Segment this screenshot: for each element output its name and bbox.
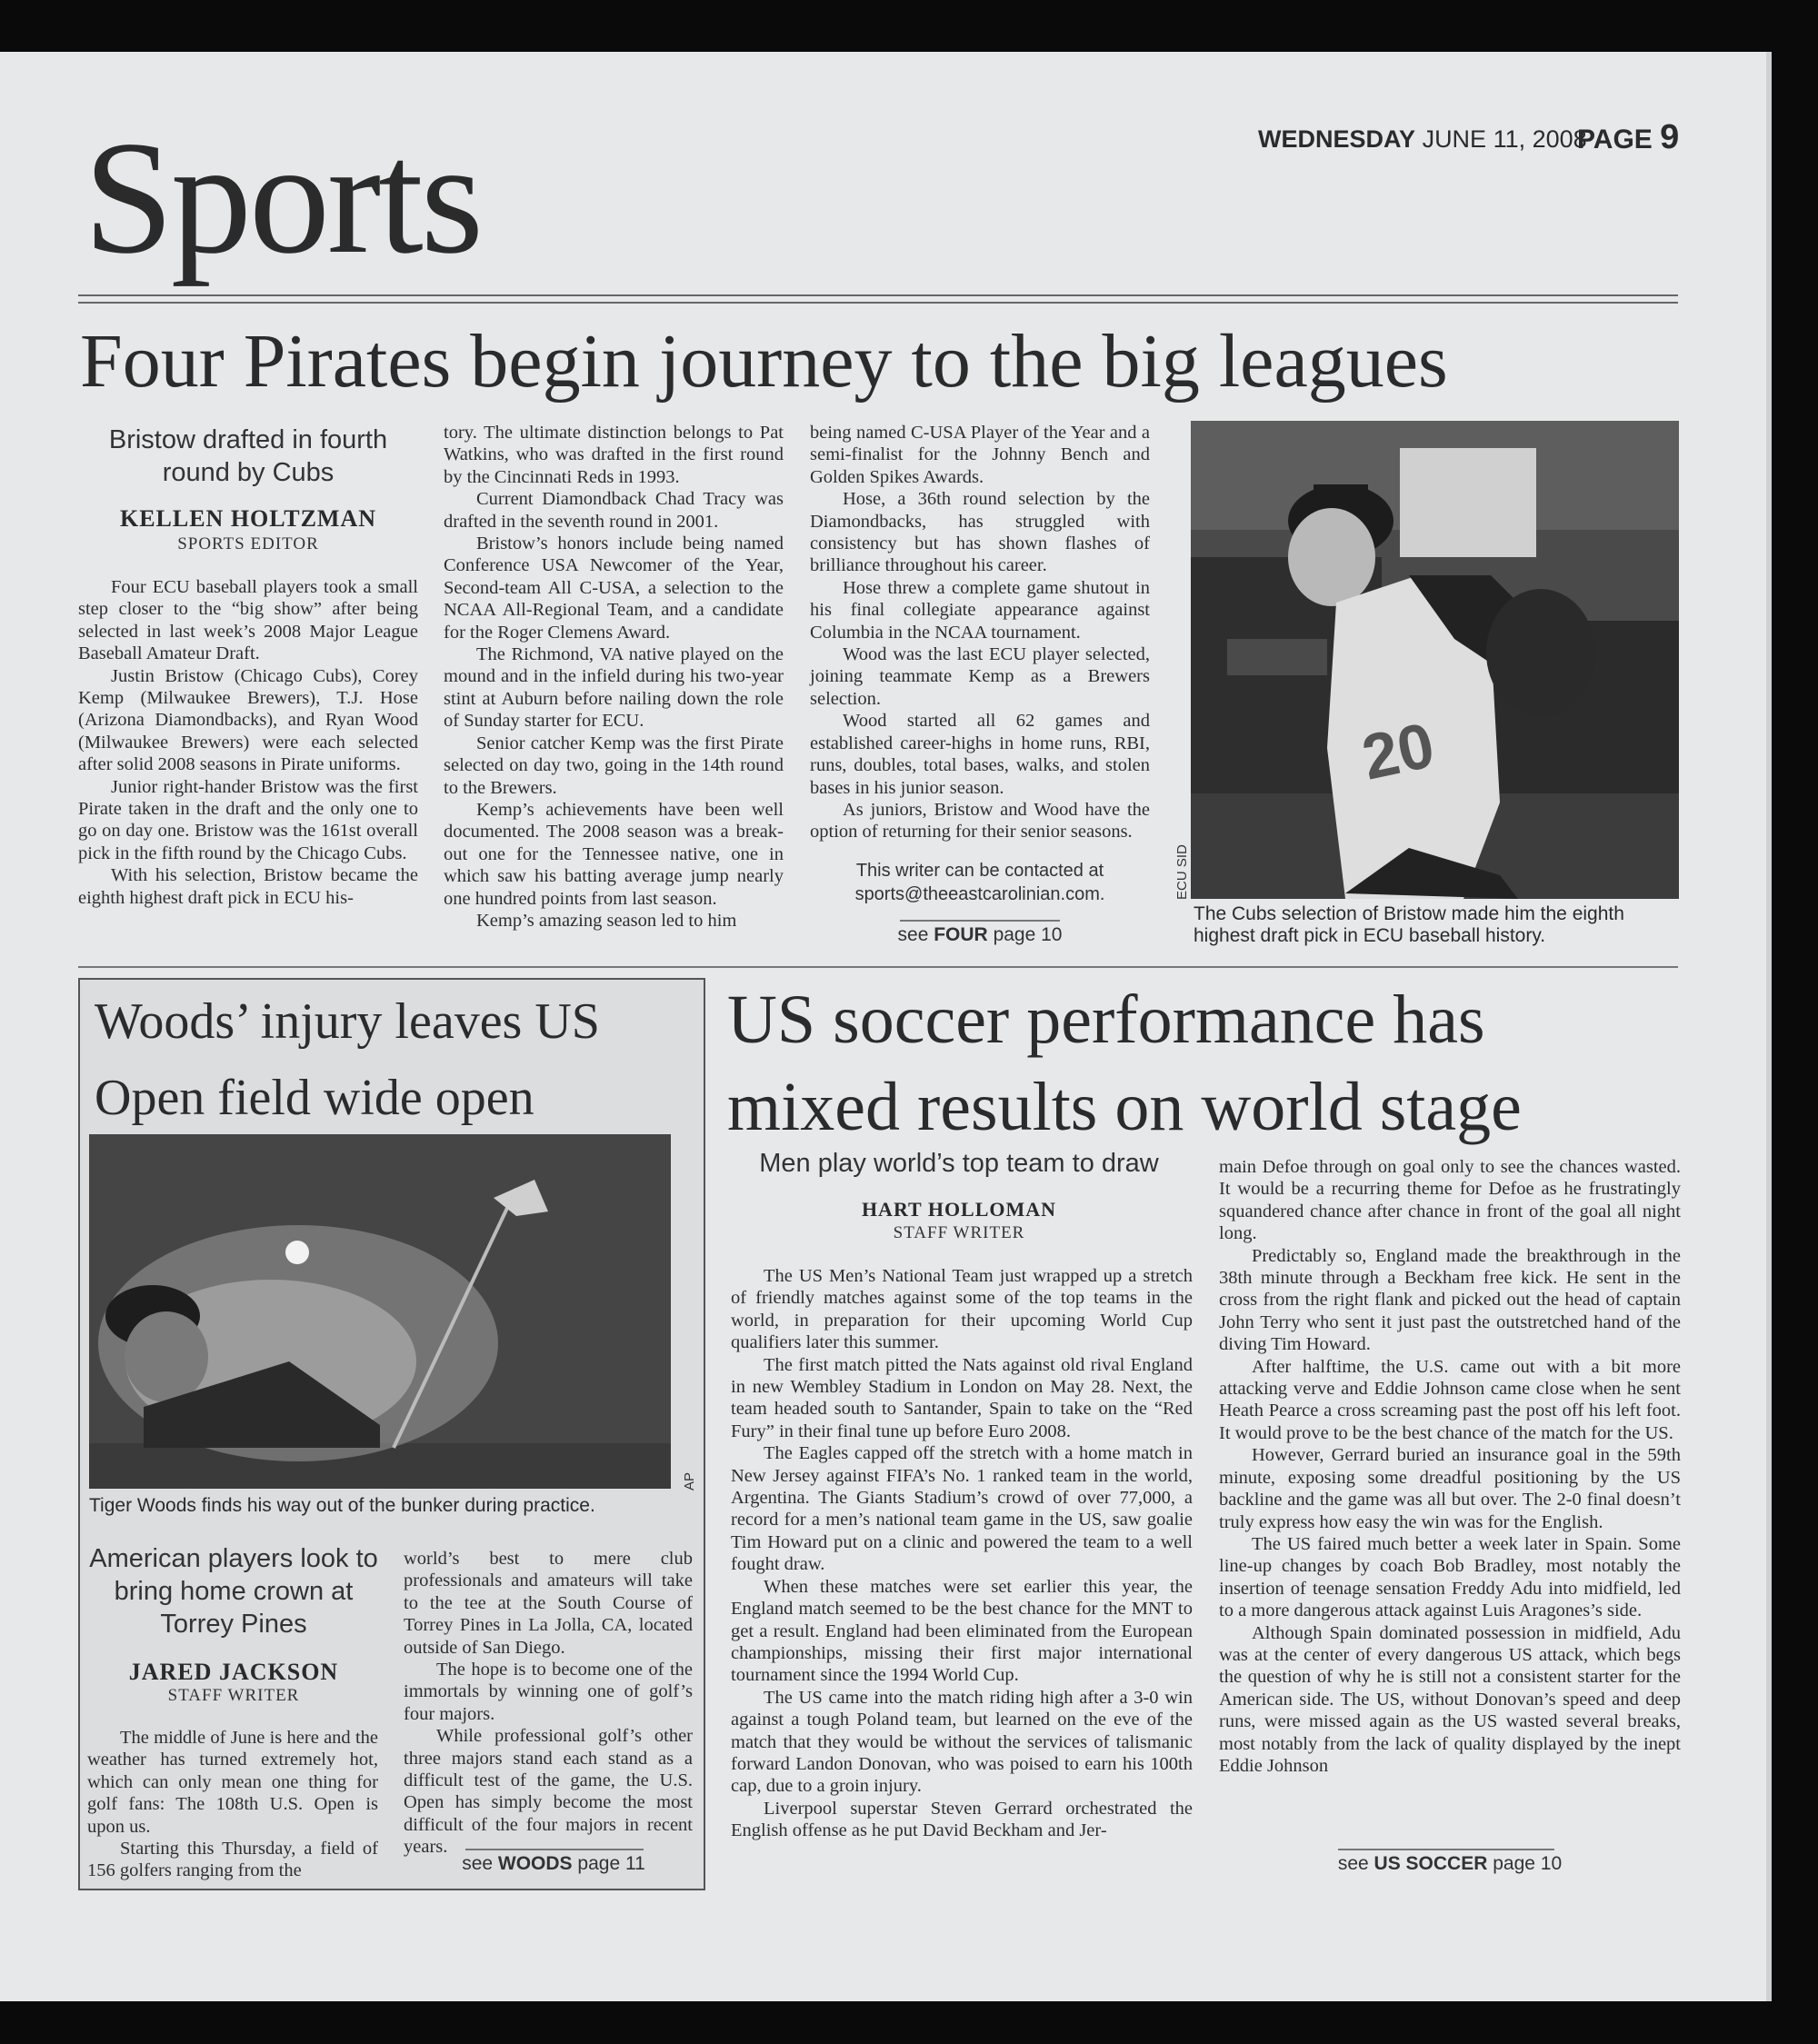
story1-byline: KELLEN HOLTZMAN <box>119 505 377 532</box>
paragraph: Bristow’s honors include being named Conference USA Newcomer of the Year, Second-team All C-USA, a selection to the NCAA All-Regional Team, and a candidate for the Roger Clemens Award. <box>444 533 784 643</box>
story3-byline: HART HOLLOMAN <box>861 1198 1057 1221</box>
story3-column-1 <box>731 1265 1193 1842</box>
paragraph: The hope is to become one of the immortals by winning one of golf’s four majors. <box>404 1660 693 1724</box>
paragraph: Hose, a 36th round selection by the Diamondbacks, has struggled with consistency but has shown flashes of brilliance throughout his career. <box>810 489 1150 576</box>
story1-contact <box>810 859 1150 906</box>
paragraph: Liverpool superstar Steven Gerrard orchestrated the English offense as he put David Beckham and Jer- <box>731 1798 1193 1841</box>
photo-caption: Tiger Woods finds his way out of the bunker during practice. <box>89 1495 595 1516</box>
paragraph: When these matches were set earlier this year, the England match seemed to be the best chance for the MNT to get a result. England had been eliminated from the European championships, missing their first major international tournament since the 1994 World Cup. <box>731 1576 1193 1686</box>
paragraph: Junior right-hander Bristow was the first Pirate taken in the draft and the only one to go on day one. Bristow was the 161st overall pick in the fifth round by the Chicago Cubs. <box>78 776 418 863</box>
story1-headline: Four Pirates begin journey to the big leagues <box>80 319 1448 404</box>
dateline-day: WEDNESDAY <box>1258 125 1416 153</box>
paragraph: tory. The ultimate distinction belongs to Pat Watkins, who was drafted in the first round by the Cincinnati Reds in 1993. <box>444 423 784 487</box>
story1-column-1 <box>78 576 418 909</box>
paragraph: world’s best to mere club professionals and amateurs will take to the tee at the South Course of Torrey Pines in La Jolla, CA, located outside of San Diego. <box>404 1549 693 1658</box>
story2-headline <box>95 983 694 1136</box>
paragraph: being named C-USA Player of the Year and a semi-finalist for the Johnny Bench and Golden Spikes Awards. <box>810 423 1150 487</box>
story3-jump[interactable] <box>1219 1853 1681 1875</box>
paragraph: The first match pitted the Nats against old rival England in new Wembley Stadium in London on May 28. Next, the team headed south to Santander, Spain to take on the “Red Fury” in their final tune up before Euro 2008. <box>731 1354 1193 1441</box>
story3-deck: Men play world’s top team to draw <box>759 1149 1159 1178</box>
paragraph: Hose threw a complete game shutout in his final collegiate appearance against Columbia in the NCAA tournament. <box>810 577 1150 643</box>
paragraph: The Richmond, VA native played on the mound and in the infield during his two-year stint at Auburn before nailing down the role of Sunday starter for ECU. <box>444 644 784 732</box>
jump-rule <box>900 920 1060 922</box>
section-divider <box>78 966 1678 968</box>
story1-jump[interactable] <box>810 924 1150 946</box>
story3-column-2 <box>1219 1156 1681 1777</box>
jump-rule <box>1338 1849 1554 1850</box>
page-number-value: 9 <box>1660 118 1680 156</box>
dateline <box>1258 125 1587 154</box>
paragraph: The US Men’s National Team just wrapped up a stretch of friendly matches against some of the top teams in the world, in preparation for their upcoming World Cup qualifiers later this summer. <box>731 1266 1193 1353</box>
paragraph: Predictably so, England made the breakthrough in the 38th minute through a Beckham free kick. He sent in the cross from the right flank and picked out the head of captain John Terry who sent it just past the outstretched hand of the diving Tim Howard. <box>1219 1245 1681 1355</box>
paragraph: The US came into the match riding high after a 3-0 win against a tough Poland team, but learned on the eve of the match that they would be without the services of talismanic forward Landon Donovan, who was poised to earn his 100th cap, due to a groin injury. <box>731 1687 1193 1797</box>
jump-page: page 10 <box>993 924 1063 945</box>
contact-email: sports@theeastcarolinian.com. <box>854 884 1105 904</box>
paragraph: The middle of June is here and the weather has turned extremely hot, which can only mean one thing for golf fans: The 108th U.S. Open is upon us. <box>87 1728 378 1837</box>
story2-byline-title: STAFF WRITER <box>167 1686 300 1705</box>
page-edge <box>1766 52 1772 2001</box>
headline-line: US soccer performance has <box>727 982 1485 1058</box>
paragraph: The US faired much better a week later in Spain. Some line-up changes by coach Bob Bradley, most notably the insertion of teenage sensation Freddy Adu into midfield, led to a more dangerous attack against Luis Aragones’s side. <box>1219 1533 1681 1621</box>
headline-line: Open field wide open <box>95 1070 534 1126</box>
photo-caption: The Cubs selection of Bristow made him the eighth highest draft pick in ECU baseball history. <box>1194 903 1624 946</box>
section-masthead: Sports <box>84 107 481 287</box>
dateline-date: JUNE 11, 2008 <box>1422 125 1587 153</box>
jump-slug: WOODS <box>497 1853 573 1874</box>
paragraph: main Defoe through on goal only to see the chances wasted. It would be a recurring theme for Defoe as he frustratingly squandered chance after chance in front of the goal all night long. <box>1219 1157 1681 1244</box>
story3-headline <box>727 976 1682 1151</box>
pitcher-illustration <box>1191 421 1679 899</box>
svg-text:20: 20 <box>1355 709 1441 793</box>
paragraph: Wood started all 62 games and established career-highs in home runs, RBI, runs, doubles, total bases, walks, and stolen bases in his junior season. <box>810 711 1150 798</box>
story1-byline-title: SPORTS EDITOR <box>177 534 319 553</box>
story2-jump[interactable] <box>404 1853 704 1875</box>
story2-column-2 <box>404 1548 693 1859</box>
jump-see: see <box>462 1853 494 1874</box>
paragraph: The Eagles capped off the stretch with a home match in New Jersey against FIFA’s No. 1 ranked team in the world, Argentina. The Giants Stadium’s crowd of over 77,000, a record for a men’s national team game in the US, saw goalie Tim Howard put on a clinic and powered the team to a well fought draw. <box>731 1443 1193 1575</box>
paragraph: Although Spain dominated possession in midfield, Adu was at the center of every dangerous US attack, which begs the question of why he is still not a consistent starter for the American side. The US, without Donovan’s speed and deep runs, were missed again as the US wasted several breaks, most notably from the lack of quality displayed by the inept Eddie Johnson <box>1219 1622 1681 1776</box>
jump-slug: US SOCCER <box>1373 1853 1488 1874</box>
woods-photo <box>89 1134 671 1489</box>
paragraph: Kemp’s achievements have been well documented. The 2008 season was a break-out one for the Tennessee native, one in which saw his batting average jump nearly one hundred points from last season. <box>444 799 784 909</box>
jump-slug: FOUR <box>934 924 988 945</box>
paragraph: Kemp’s amazing season led to him <box>476 910 737 931</box>
photo-credit: AP <box>682 1471 697 1491</box>
paragraph: With his selection, Bristow became the eighth highest draft pick in ECU his- <box>78 865 418 908</box>
story2-column-1 <box>87 1727 378 1882</box>
jump-page: page 10 <box>1493 1853 1563 1874</box>
jump-see: see <box>897 924 929 945</box>
paragraph: Four ECU baseball players took a small step closer to the “big show” after being selected in last week’s 2008 Major League Baseball Amateur Draft. <box>78 577 418 664</box>
paragraph: Senior catcher Kemp was the first Pirate selected on day two, going in the 14th round to the Brewers. <box>444 733 784 798</box>
golfer-illustration <box>89 1134 671 1489</box>
story3-byline-title: STAFF WRITER <box>893 1223 1025 1242</box>
jump-see: see <box>1337 1853 1369 1874</box>
jump-page: page 11 <box>577 1853 645 1874</box>
page-label: PAGE <box>1577 125 1653 155</box>
paragraph: Justin Bristow (Chicago Cubs), Corey Kemp (Milwaukee Brewers), T.J. Hose (Arizona Diamondbacks), and Ryan Wood (Milwaukee Brewers) were each selected after solid 2008 seasons in Pirate uniforms. <box>78 665 418 775</box>
story2-byline: JARED JACKSON <box>128 1659 339 1685</box>
paragraph: Wood was the last ECU player selected, joining teammate Kemp as a Brewers selection. <box>810 644 1150 709</box>
headline-line: mixed results on world stage <box>727 1069 1522 1145</box>
jump-rule <box>465 1849 644 1850</box>
story1-column-2 <box>444 422 784 932</box>
paragraph: Starting this Thursday, a field of 156 golfers ranging from the <box>87 1839 378 1881</box>
headline-line: Woods’ injury leaves US <box>95 993 600 1050</box>
page-number <box>1577 118 1679 157</box>
bristow-photo <box>1191 421 1679 899</box>
story2-deck: American players look to bring home crown at Torrey Pines <box>89 1544 378 1639</box>
contact-line: This writer can be contacted at <box>855 861 1104 881</box>
paragraph: Current Diamondback Chad Tracy was drafted in the seventh round in 2001. <box>444 489 784 532</box>
paragraph: While professional golf’s other three majors stand each stand as a difficult test of the game, the U.S. Open has simply become the most difficult of the four majors in recent years. <box>404 1726 693 1858</box>
masthead-rule <box>78 294 1678 304</box>
paragraph: As juniors, Bristow and Wood have the option of returning for their senior seasons. <box>810 799 1150 843</box>
story1-deck: Bristow drafted in fourth round by Cubs <box>108 425 388 487</box>
story1-column-3 <box>810 422 1150 843</box>
photo-credit: ECU SID <box>1174 844 1190 900</box>
paragraph: After halftime, the U.S. came out with a bit more attacking verve and Eddie Johnson came close when he sent Heath Pearce a cross screaming past the post off his left foot. It would prove to be the best chance of the match for the US. <box>1219 1356 1681 1443</box>
paragraph: However, Gerrard buried an insurance goal in the 59th minute, exposing some dreadful positioning by the US backline and the game was all but over. The 2-0 final doesn’t truly express how easy the win was for the English. <box>1219 1445 1681 1532</box>
